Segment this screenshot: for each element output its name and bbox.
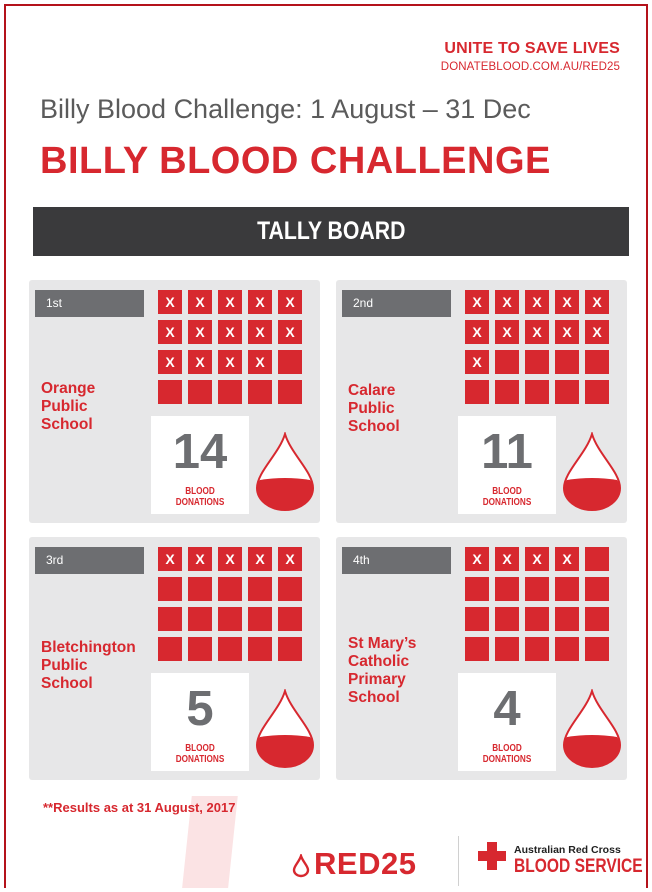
donation-box-marked: X <box>188 547 212 571</box>
donation-box-marked: X <box>465 320 489 344</box>
donation-box-empty <box>188 577 212 601</box>
donation-box-empty <box>248 577 272 601</box>
school-name: Orange Public School <box>41 380 96 433</box>
donation-box-marked: X <box>158 320 182 344</box>
donation-box-empty <box>158 637 182 661</box>
donation-box-empty <box>585 380 609 404</box>
donation-box-marked: X <box>525 547 549 571</box>
website-link[interactable]: DONATEBLOOD.COM.AU/RED25 <box>440 61 620 73</box>
count-box <box>151 416 249 514</box>
donation-box-marked: X <box>218 547 242 571</box>
school-name: St Mary’s Catholic Primary School <box>348 635 417 706</box>
count-label: BLOOD DONATIONS <box>482 486 532 508</box>
donation-box-marked: X <box>495 290 519 314</box>
poster <box>4 4 648 888</box>
donation-box-empty <box>248 607 272 631</box>
donation-box-marked: X <box>218 320 242 344</box>
rank-badge: 2nd <box>342 290 451 317</box>
count-label: BLOOD DONATIONS <box>175 486 225 508</box>
donation-box-empty <box>555 607 579 631</box>
donation-box-marked: X <box>465 350 489 374</box>
donation-box-empty <box>158 607 182 631</box>
donation-box-empty <box>218 607 242 631</box>
school-card-2 <box>336 280 627 523</box>
donation-box-marked: X <box>465 290 489 314</box>
donation-box-marked: X <box>278 547 302 571</box>
donation-box-empty <box>555 350 579 374</box>
donation-box-empty <box>555 637 579 661</box>
donation-grid <box>158 290 302 404</box>
red-cross-icon <box>478 842 506 870</box>
arc-name: Australian Red Cross <box>514 844 621 856</box>
donation-box-empty <box>525 350 549 374</box>
count-box <box>458 673 556 771</box>
school-name: Bletchington Public School <box>41 639 136 692</box>
donation-box-marked: X <box>525 320 549 344</box>
donation-box-marked: X <box>248 350 272 374</box>
donation-box-empty <box>585 637 609 661</box>
blood-drop-icon <box>562 689 622 769</box>
donation-box-marked: X <box>555 320 579 344</box>
donation-box-empty <box>525 637 549 661</box>
donation-box-empty <box>585 607 609 631</box>
donation-box-empty <box>218 637 242 661</box>
donation-box-empty <box>188 607 212 631</box>
donation-box-empty <box>465 577 489 601</box>
slogan: UNITE TO SAVE LIVES <box>444 40 620 57</box>
donation-grid <box>465 290 609 404</box>
blood-drop-icon <box>255 689 315 769</box>
donation-box-marked: X <box>555 290 579 314</box>
donation-box-empty <box>218 380 242 404</box>
donation-count: 4 <box>493 682 521 736</box>
count-box <box>151 673 249 771</box>
donation-box-marked: X <box>278 320 302 344</box>
donation-box-empty <box>495 380 519 404</box>
donation-box-marked: X <box>188 290 212 314</box>
count-box <box>458 416 556 514</box>
tally-board-label: TALLY BOARD <box>256 217 406 245</box>
donation-box-marked: X <box>218 350 242 374</box>
donation-box-empty <box>218 577 242 601</box>
donation-box-empty <box>278 577 302 601</box>
donation-box-empty <box>495 350 519 374</box>
footer-logos <box>6 826 648 888</box>
donation-box-marked: X <box>465 547 489 571</box>
donation-box-empty <box>278 607 302 631</box>
donation-count: 14 <box>172 425 228 479</box>
tally-board-banner <box>33 207 629 256</box>
donation-box-marked: X <box>555 547 579 571</box>
donation-box-empty <box>495 577 519 601</box>
donation-box-empty <box>465 607 489 631</box>
donation-box-marked: X <box>158 290 182 314</box>
donation-box-marked: X <box>248 547 272 571</box>
donation-box-marked: X <box>248 320 272 344</box>
blood-drop-icon <box>255 432 315 512</box>
donation-box-empty <box>525 607 549 631</box>
donation-box-empty <box>555 577 579 601</box>
donation-box-empty <box>465 637 489 661</box>
donation-box-marked: X <box>495 547 519 571</box>
school-card-1 <box>29 280 320 523</box>
results-footnote: **Results as at 31 August, 2017 <box>43 800 236 815</box>
school-card-3 <box>29 537 320 780</box>
donation-box-marked: X <box>525 290 549 314</box>
footer-divider <box>458 836 459 886</box>
donation-box-marked: X <box>585 290 609 314</box>
donation-count: 11 <box>481 425 533 479</box>
donation-count: 5 <box>186 682 214 736</box>
donation-box-empty <box>248 380 272 404</box>
donation-box-empty <box>278 380 302 404</box>
donation-box-empty <box>278 350 302 374</box>
blood-drop-icon <box>562 432 622 512</box>
donation-box-marked: X <box>248 290 272 314</box>
drop-outline-icon <box>292 854 310 878</box>
donation-box-empty <box>585 547 609 571</box>
donation-grid <box>465 547 609 661</box>
donation-box-empty <box>525 380 549 404</box>
donation-box-empty <box>495 607 519 631</box>
blood-service-name: BLOOD SERVICE <box>514 856 643 877</box>
rank-badge: 4th <box>342 547 451 574</box>
challenge-dates: Billy Blood Challenge: 1 August – 31 Dec <box>40 94 531 124</box>
count-label: BLOOD DONATIONS <box>482 743 532 765</box>
rank-badge: 1st <box>35 290 144 317</box>
red25-text: RED25 <box>314 846 417 881</box>
rank-badge: 3rd <box>35 547 144 574</box>
donation-box-marked: X <box>218 290 242 314</box>
donation-box-empty <box>495 637 519 661</box>
donation-box-empty <box>585 577 609 601</box>
donation-box-empty <box>248 637 272 661</box>
donation-box-empty <box>465 380 489 404</box>
donation-box-marked: X <box>278 290 302 314</box>
school-card-4 <box>336 537 627 780</box>
donation-box-empty <box>278 637 302 661</box>
donation-box-marked: X <box>188 350 212 374</box>
donation-box-empty <box>585 350 609 374</box>
donation-box-empty <box>158 577 182 601</box>
donation-box-empty <box>188 637 212 661</box>
donation-box-empty <box>555 380 579 404</box>
red25-logo <box>292 846 416 882</box>
donation-box-marked: X <box>158 547 182 571</box>
school-name: Calare Public School <box>348 382 400 435</box>
donation-box-marked: X <box>188 320 212 344</box>
donation-box-marked: X <box>158 350 182 374</box>
slogan-block <box>441 40 620 73</box>
donation-grid <box>158 547 302 661</box>
donation-box-marked: X <box>585 320 609 344</box>
page-title: BILLY BLOOD CHALLENGE <box>40 140 551 182</box>
donation-box-empty <box>158 380 182 404</box>
donation-box-marked: X <box>495 320 519 344</box>
count-label: BLOOD DONATIONS <box>175 743 225 765</box>
donation-box-empty <box>525 577 549 601</box>
donation-box-empty <box>188 380 212 404</box>
